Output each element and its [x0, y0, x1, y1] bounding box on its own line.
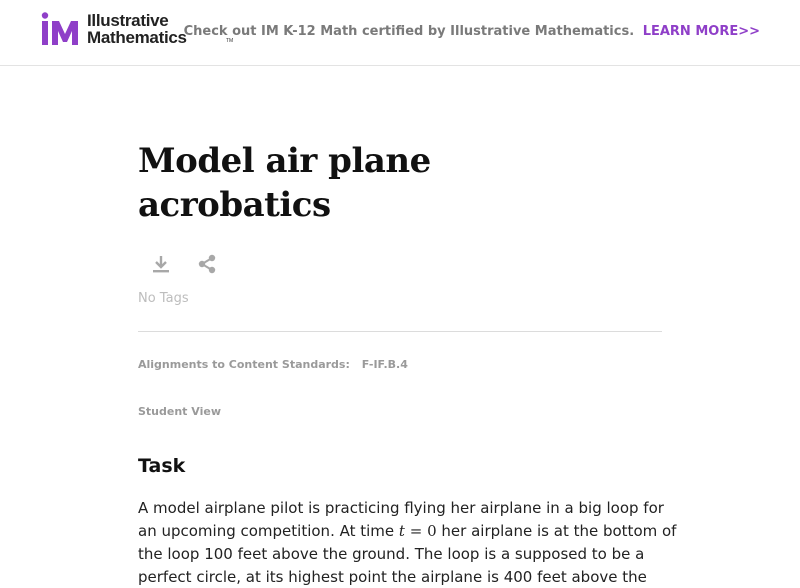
math-zero: 0 — [427, 522, 437, 540]
task-heading: Task — [138, 455, 186, 477]
learn-more-link[interactable]: LEARN MORE>> — [642, 24, 760, 39]
divider — [138, 331, 662, 332]
tags-text: No Tags — [138, 291, 189, 306]
promo-banner — [184, 24, 760, 39]
download-icon[interactable] — [150, 253, 172, 275]
im-logo-icon — [41, 12, 81, 46]
task-body — [138, 497, 677, 588]
logo-line1: Illustrative — [87, 11, 169, 30]
standard-code-link[interactable]: F-IF.B.4 — [361, 358, 408, 371]
logo[interactable] — [41, 11, 234, 47]
logo-line2: Mathematics — [87, 28, 187, 47]
trademark-mark: TM — [226, 38, 234, 44]
task-text: an upcoming competition. At time — [138, 522, 395, 540]
promo-text: Check out IM K-12 Math certified by Illustrative Mathematics. — [183, 24, 635, 39]
task-line: the loop 100 feet above the ground. The loop is a supposed to be a — [138, 545, 645, 563]
standards-label: Alignments to Content Standards: — [138, 358, 350, 371]
math-var-t: t — [398, 522, 405, 540]
task-line — [138, 520, 677, 543]
math-equals: = — [409, 522, 423, 540]
student-view-link[interactable]: Student View — [138, 405, 221, 418]
share-icon[interactable] — [196, 253, 218, 275]
task-line: A model airplane pilot is practicing flying her airplane in a big loop for — [138, 499, 664, 517]
title-line-1: Model air plane — [138, 141, 431, 181]
page-title — [138, 139, 558, 227]
action-bar — [150, 253, 218, 275]
task-text: her airplane is at the bottom of — [441, 522, 677, 540]
task-line: perfect circle, at its highest point the airplane is 400 feet above the — [138, 568, 647, 586]
standards-alignment — [138, 358, 408, 371]
logo-wordmark — [87, 12, 187, 46]
site-header — [0, 0, 800, 66]
title-line-2: acrobatics — [138, 185, 331, 225]
